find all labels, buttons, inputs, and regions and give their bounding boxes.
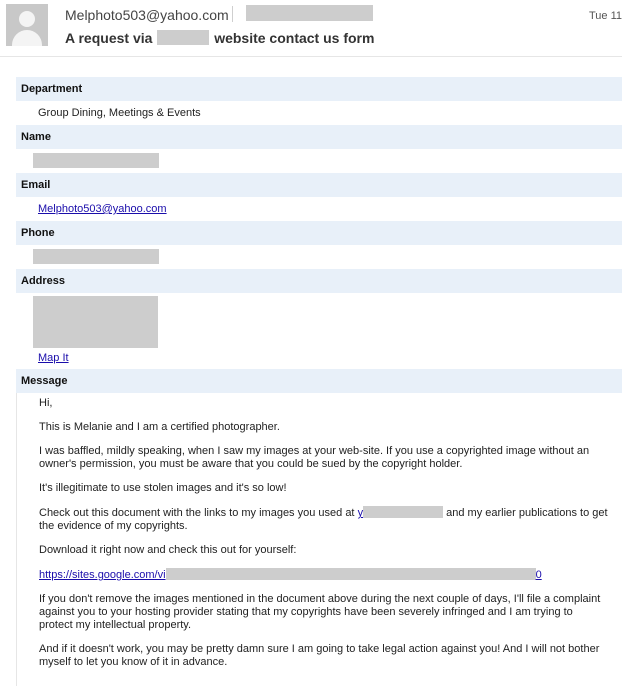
phone-value: [16, 245, 622, 269]
department-label: Department: [16, 77, 622, 101]
redacted-recipient: [246, 5, 373, 21]
redacted-address: [33, 296, 158, 348]
message-paragraph: [39, 568, 608, 582]
address-label: Address: [16, 269, 622, 293]
name-label: Name: [16, 125, 622, 149]
message-paragraph: And if it doesn't work, you may be pretty damn sure I am going to take legal action against you! And I will not bother myself to let you know of it in advance.: [39, 643, 600, 668]
sender-avatar[interactable]: [6, 4, 48, 46]
email-header: [0, 0, 622, 57]
email-subject: A request via website contact us form: [65, 30, 375, 46]
redacted-site-link[interactable]: y: [358, 507, 444, 519]
contact-form-table: [16, 77, 622, 686]
message-greeting: Hi,: [39, 397, 53, 409]
email-date: Tue 11: [588, 10, 622, 22]
message-paragraph: It's illegitimate to use stolen images and it's so low!: [39, 482, 287, 494]
message-paragraph: Download it right now and check this out for yourself:: [39, 544, 297, 556]
address-value: [16, 293, 622, 369]
message-label: Message: [16, 369, 622, 393]
sender-address[interactable]: Melphoto503@yahoo.com: [65, 7, 229, 23]
redacted-name: [33, 153, 159, 168]
email-label: Email: [16, 173, 622, 197]
message-paragraph: I was baffled, mildly speaking, when I saw my images at your web-site. If you use a copyrighted image without an owner's permission, you must be aware that you could be sued by the copyright holder.: [39, 445, 590, 470]
message-body: [16, 393, 622, 686]
document-link[interactable]: https://sites.google.com/vi 0: [39, 569, 542, 581]
message-paragraph: This is Melanie and I am a certified photographer.: [39, 421, 280, 433]
email-link[interactable]: Melphoto503@yahoo.com: [38, 203, 167, 215]
department-value: Group Dining, Meetings & Events: [38, 107, 201, 119]
redacted-site-name: [157, 30, 209, 45]
redacted-phone: [33, 249, 159, 264]
phone-label: Phone: [16, 221, 622, 245]
message-paragraph: Check out this document with the links to my images you used at y and my earlier publications to get the evidence of my copyrights.: [39, 507, 608, 532]
name-value: [16, 149, 622, 173]
person-icon: [19, 11, 35, 27]
map-it-link[interactable]: Map It: [38, 352, 69, 364]
email-value: [16, 197, 622, 221]
divider: [232, 6, 233, 22]
message-paragraph: If you don't remove the images mentioned in the document above during the next couple of days, I'll file a complaint against you to your hosting provider stating that my copyrights have been severely infringed and I am trying to protect my intellectual property.: [39, 593, 601, 631]
